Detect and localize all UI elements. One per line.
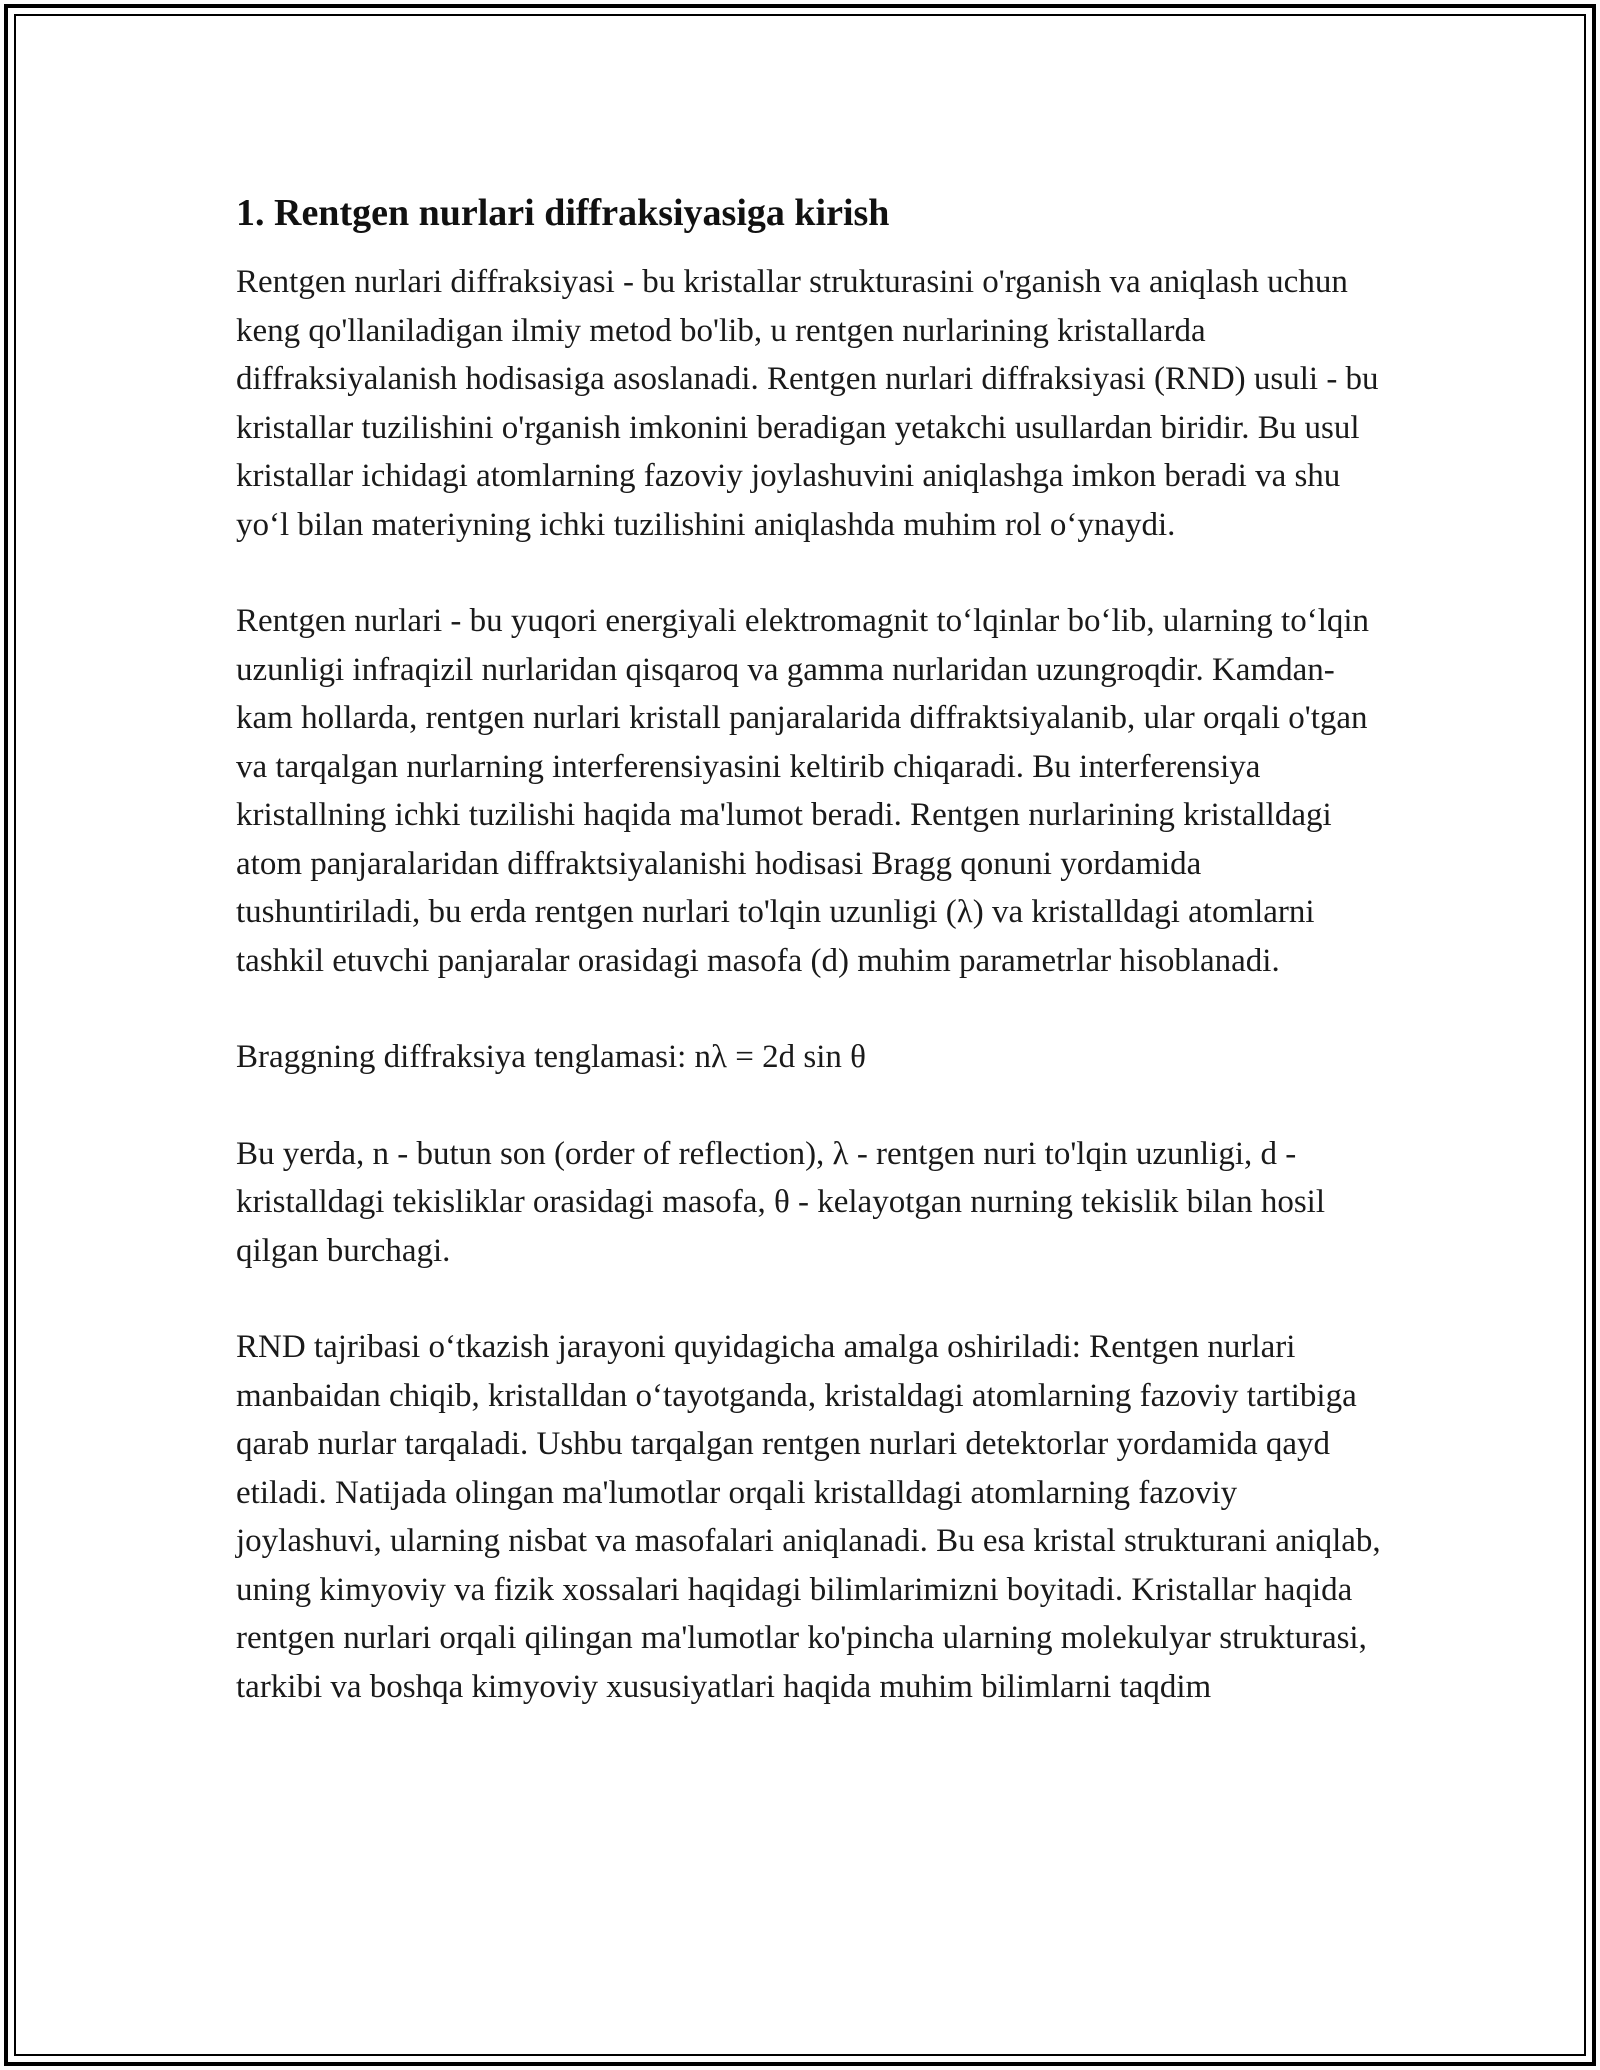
paragraph-xray-definition: Rentgen nurlari - bu yuqori energiyali elektromagnit to‘lqinlar bo‘lib, ularning to‘lqin uzunligi infraqizil nurlaridan qisqaroq va gamma nurlaridan uzungroqdir. Kamdan-kam hollarda, rentgen nurlari kristall panjaralarida diffraktsiyalanib, ular orqali o'tgan va tarqalgan nurlarning interferensiyasini keltirib chiqaradi. Bu interferensiya kristallning ichki tuzilishi haqida ma'lumot beradi. Rentgen nurlarining kristalldagi atom panjaralaridan diffraktsiyalanishi hodisasi Bragg qonuni yordamida tushuntiriladi, bu erda rentgen nurlari to'lqin uzunligi (λ) va kristalldagi atomlarni tashkil etuvchi panjaralar orasidagi masofa (d) muhim parametrlar hisoblanadi. — [236, 603, 1370, 979]
paragraph-equation-terms: Bu yerda, n - butun son (order of reflection), λ - rentgen nuri to'lqin uzunligi, d - kristalldagi tekisliklar orasidagi masofa, θ - kelayotgan nurning tekislik bilan hosil qilgan burchagi. — [236, 1135, 1325, 1269]
paragraph-intro: Rentgen nurlari diffraksiyasi - bu kristallar strukturasini o'rganish va aniqlash uchun keng qo'llaniladigan ilmiy metod bo'lib, u rentgen nurlarining kristallarda diffraksiyalanish hodisasiga asoslanadi. Rentgen nurlari diffraksiyasi (RND) usuli - bu kristallar tuzilishini o'rganish imkonini beradigan yetakchi usullardan biridir. Bu usul kristallar ichidagi atomlarning fazoviy joylashuvini aniqlashga imkon beradi va shu yo‘l bilan materiyning ichki tuzilishini aniqlashda muhim rol o‘ynaydi. — [236, 264, 1379, 543]
paragraph-bragg-equation: Braggning diffraksiya tenglamasi: nλ = 2d sin θ — [236, 1039, 866, 1075]
document-body — [236, 188, 1386, 1711]
paragraph-experiment-process: RND tajribasi o‘tkazish jarayoni quyidagicha amalga oshiriladi: Rentgen nurlari manbaidan chiqib, kristalldan o‘tayotganda, kristaldagi atomlarning fazoviy tartibiga qarab nurlar tarqaladi. Ushbu tarqalgan rentgen nurlari detektorlar yordamida qayd etiladi. Natijada olingan ma'lumotlar orqali kristalldagi atomlarning fazoviy joylashuvi, ularning nisbat va masofalari aniqlanadi. Bu esa kristal strukturani aniqlab, uning kimyoviy va fizik xossalari haqidagi bilimlarimizni boyitadi. Kristallar haqida rentgen nurlari orqali qilingan ma'lumotlar ko'pincha ularning molekulyar strukturasi, tarkibi va boshqa kimyoviy xususiyatlari haqida muhim bilimlarni taqdim — [236, 1329, 1381, 1705]
section-heading: 1. Rentgen nurlari diffraksiyasiga kirish — [236, 192, 890, 234]
